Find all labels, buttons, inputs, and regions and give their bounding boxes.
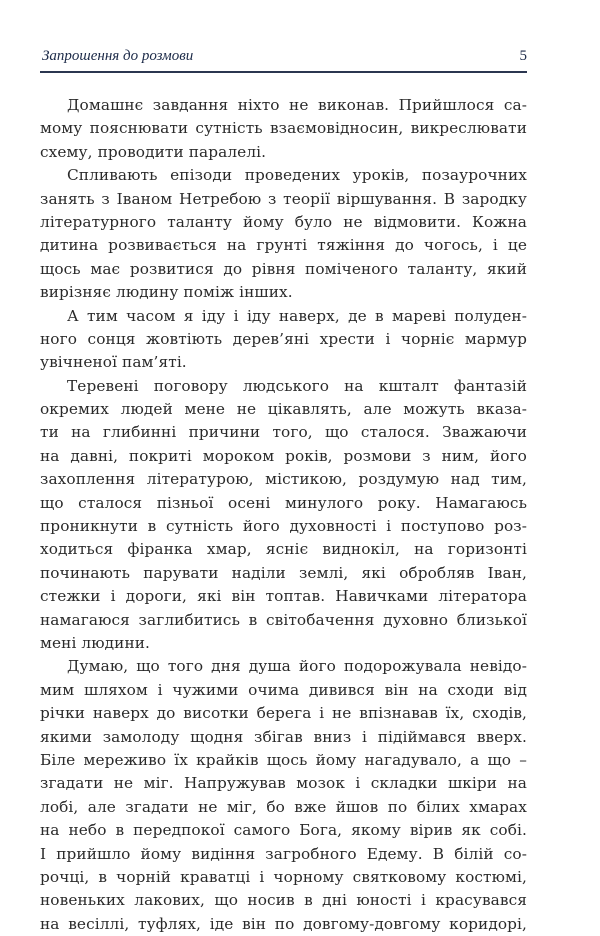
text-line: літературного таланту йому було не відмовити. Кожна — [40, 212, 527, 231]
text-line: щось має розвитися до рівня поміченого таланту, який — [40, 259, 527, 278]
text-line: Теревені поговору людського на кшталт фантазій — [67, 376, 527, 395]
text-line: Біле мереживо їх крайків щось йому нагадувало, а що – — [40, 750, 527, 769]
text-line: річки наверх до висотки берега і не впізнавав їх, сходів, — [40, 704, 527, 723]
paragraph — [40, 94, 527, 164]
text-line: ти на глибинні причини того, що сталося. Зважаючи — [40, 423, 527, 442]
text-line: намагаюся заглибитись в світобачення духовно близької — [40, 610, 527, 629]
paragraph — [40, 655, 527, 936]
text-line: новеньких лакових, що носив в дні юності і красувався — [40, 891, 527, 910]
text-line: мому пояснювати сутність взаємовідносин, викреслювати — [40, 119, 527, 138]
text-line: мим шляхом і чужими очима дивився він на сходи від — [40, 680, 527, 699]
text-line: якими замолоду щодня збігав вниз і підіймався вверх. — [40, 727, 527, 746]
text-line: згадати не міг. Напружував мозок і складки шкіри на — [40, 774, 527, 793]
text-line: проникнути в сутність його духовності і поступово роз- — [40, 517, 527, 536]
text-line: А тим часом я іду і іду наверх, де в мареві полуден- — [67, 306, 527, 325]
text-line: ного сонця жовтіють дерев’яні хрести і чорніє мармур — [40, 329, 527, 348]
running-title: Запрошення до розмови — [42, 48, 194, 64]
paragraph — [40, 305, 527, 375]
text-line: Спливають епізоди проведених уроків, позаурочних — [67, 166, 527, 185]
text-line: починають парувати наділи землі, які обробляв Іван, — [40, 563, 527, 582]
text-line: Думаю, що того дня душа його подорожувала невідо- — [67, 657, 527, 676]
text-line: Домашнє завдання ніхто не виконав. Прийшлося са- — [67, 96, 527, 114]
text-line: рочці, в чорній краватці і чорному святковому костюмі, — [40, 867, 527, 886]
body-text — [40, 94, 527, 936]
text-line: на весіллі, туфлях, іде він по довгому-довгому коридорі, — [40, 914, 527, 933]
text-line: на давні, покриті мороком років, розмови з ним, його — [40, 446, 527, 465]
header-rule — [40, 71, 527, 73]
paragraph — [40, 164, 527, 304]
text-line: дитина розвивається на грунті тяжіння до чогось, і це — [40, 236, 527, 255]
paragraph — [40, 375, 527, 656]
text-line: ходиться фіранка хмар, ясніє виднокіл, на горизонті — [40, 540, 527, 559]
page-number: 5 — [519, 48, 527, 64]
text-line: схему, проводити паралелі. — [40, 142, 267, 161]
text-line: вирізняє людину поміж інших. — [40, 283, 293, 302]
text-line: І прийшло йому видіння загробного Едему. В білій со- — [40, 844, 527, 863]
text-line: лобі, але згадати не міг, бо вже йшов по білих хмарах — [40, 797, 527, 816]
text-line: занять з Іваном Нетребою з теорії віршування. В зародку — [40, 189, 527, 208]
text-line: захоплення літературою, містикою, роздумую над тим, — [40, 470, 527, 489]
text-line: на небо в передпокої самого Бога, якому вірив як собі. — [40, 821, 527, 840]
text-line: мені людини. — [40, 633, 151, 652]
text-line: увічненої пам’яті. — [40, 353, 187, 372]
text-line: стежки і дороги, які він топтав. Навичками літератора — [40, 587, 527, 606]
running-header — [40, 44, 527, 70]
text-line: що сталося пізньої осені минулого року. Намагаюсь — [40, 493, 527, 512]
text-line: окремих людей мене не цікавлять, але можуть вказа- — [40, 400, 527, 419]
